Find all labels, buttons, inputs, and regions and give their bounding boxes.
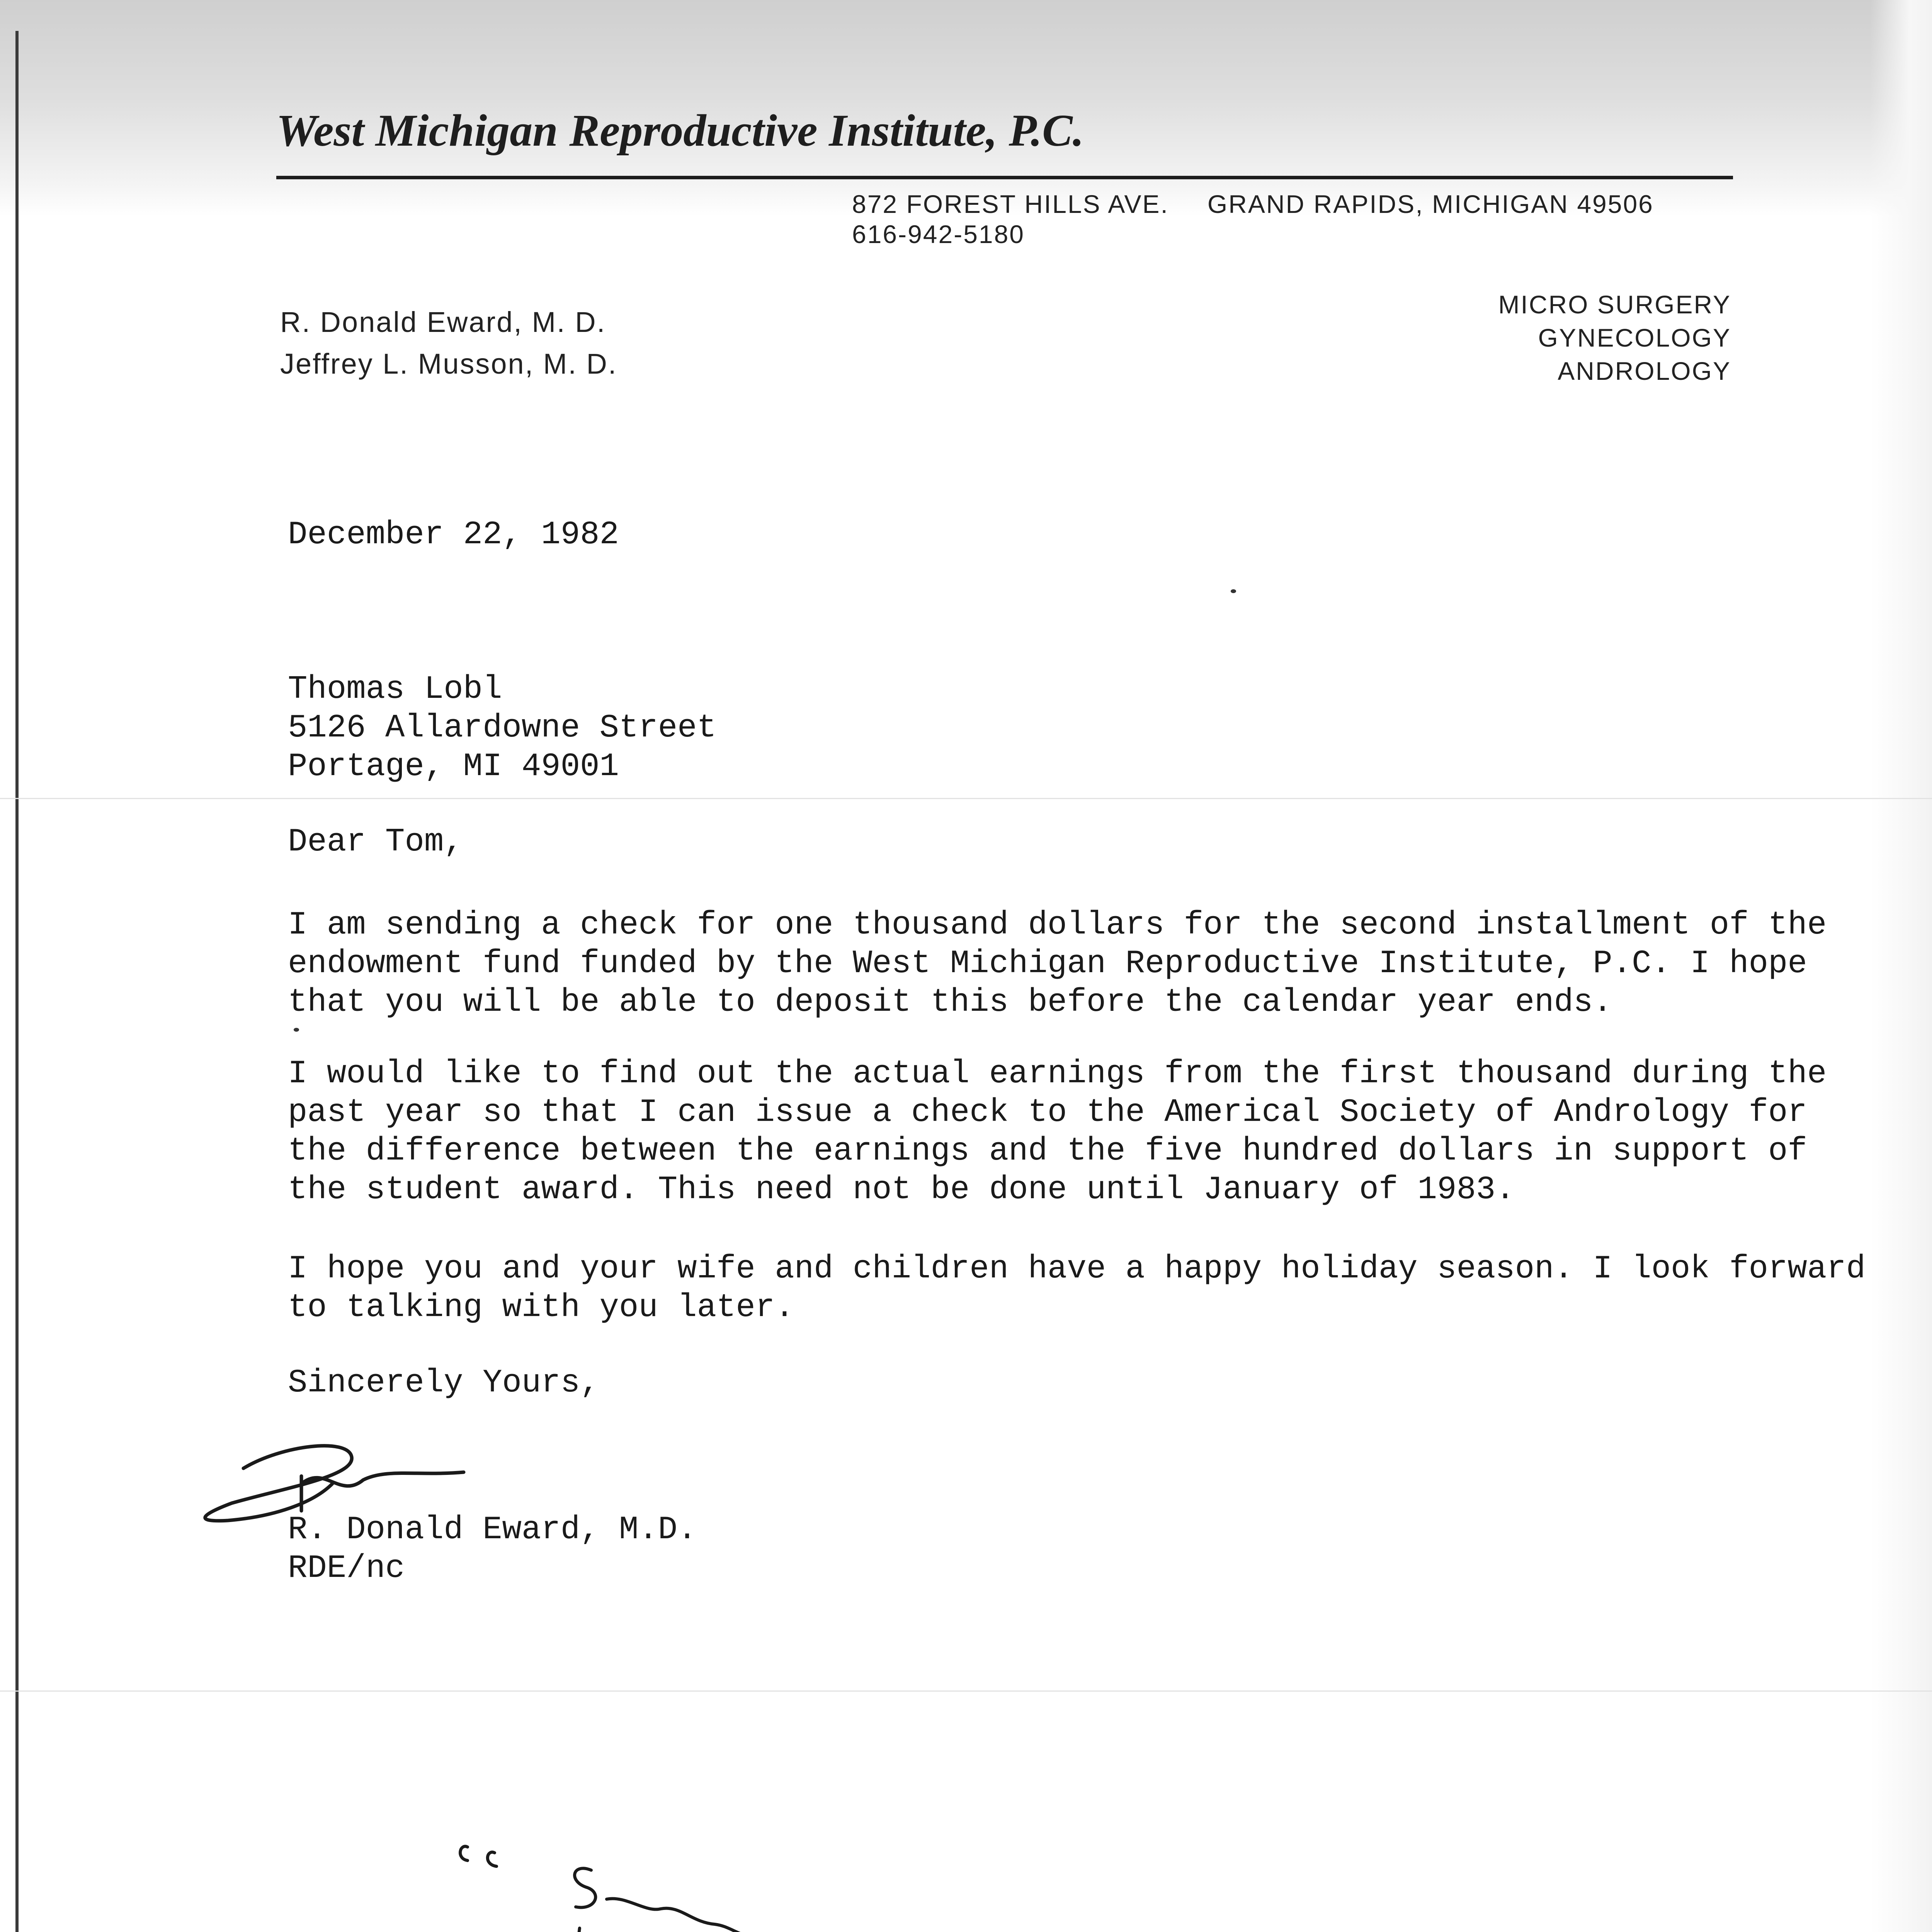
scan-speck (1231, 589, 1236, 593)
body-paragraph-3 (288, 1250, 1866, 1327)
paper-fold-line (0, 1690, 1932, 1692)
page-edge-line (15, 31, 19, 1932)
paragraph-line: I hope you and your wife and children have a happy holiday season. I look forward (288, 1251, 1866, 1287)
institute-address (852, 189, 1654, 219)
reference-initials: RDE/nc (288, 1550, 405, 1587)
recipient-name: Thomas Lobl (288, 671, 502, 708)
body-paragraph-2 (288, 1055, 1827, 1209)
paragraph-line: endowment fund funded by the West Michigan Reproductive Institute, P.C. I hope (288, 946, 1807, 982)
specialty-list (1498, 288, 1731, 388)
paragraph-line: to talking with you later. (288, 1289, 794, 1326)
scan-shading-right (1870, 0, 1932, 1932)
body-paragraph-1 (288, 906, 1827, 1022)
salutation: Dear Tom, (288, 824, 463, 861)
street-address: 872 FOREST HILLS AVE. (852, 190, 1169, 218)
paragraph-line: past year so that I can issue a check to the Americal Society of Andrology for (288, 1094, 1807, 1131)
paragraph-line: I would like to find out the actual earnings from the first thousand during the (288, 1056, 1827, 1092)
paragraph-line: the student award. This need not be done until January of 1983. (288, 1172, 1515, 1208)
specialty: MICRO SURGERY (1498, 290, 1731, 319)
doctor-name: R. Donald Eward, M. D. (280, 306, 606, 338)
paragraph-line: the difference between the earnings and the five hundred dollars in support of (288, 1133, 1807, 1170)
recipient-address (288, 670, 716, 786)
scan-speck (294, 1028, 299, 1032)
recipient-city: Portage, MI 49001 (288, 748, 619, 785)
paper-fold-line (0, 798, 1932, 799)
letter-date: December 22, 1982 (288, 517, 619, 553)
recipient-street: 5126 Allardowne Street (288, 710, 716, 747)
paragraph-line: that you will be able to deposit this before the calendar year ends. (288, 984, 1612, 1021)
handwritten-cc-note (444, 1816, 831, 1932)
institute-name: West Michigan Reproductive Institute, P.C. (276, 105, 1084, 156)
doctor-name: Jeffrey L. Musson, M. D. (280, 348, 617, 380)
specialty: GYNECOLOGY (1538, 323, 1731, 352)
city-state-zip: GRAND RAPIDS, MICHIGAN 49506 (1207, 190, 1654, 218)
doctor-list (280, 301, 617, 385)
letterhead-rule (276, 176, 1733, 179)
signer-name: R. Donald Eward, M.D. (288, 1512, 697, 1548)
specialty: ANDROLOGY (1558, 357, 1731, 385)
signer-block (288, 1511, 697, 1588)
institute-phone: 616-942-5180 (852, 220, 1025, 248)
paragraph-line: I am sending a check for one thousand dollars for the second installment of the (288, 907, 1827, 944)
closing: Sincerely Yours, (288, 1365, 600, 1401)
